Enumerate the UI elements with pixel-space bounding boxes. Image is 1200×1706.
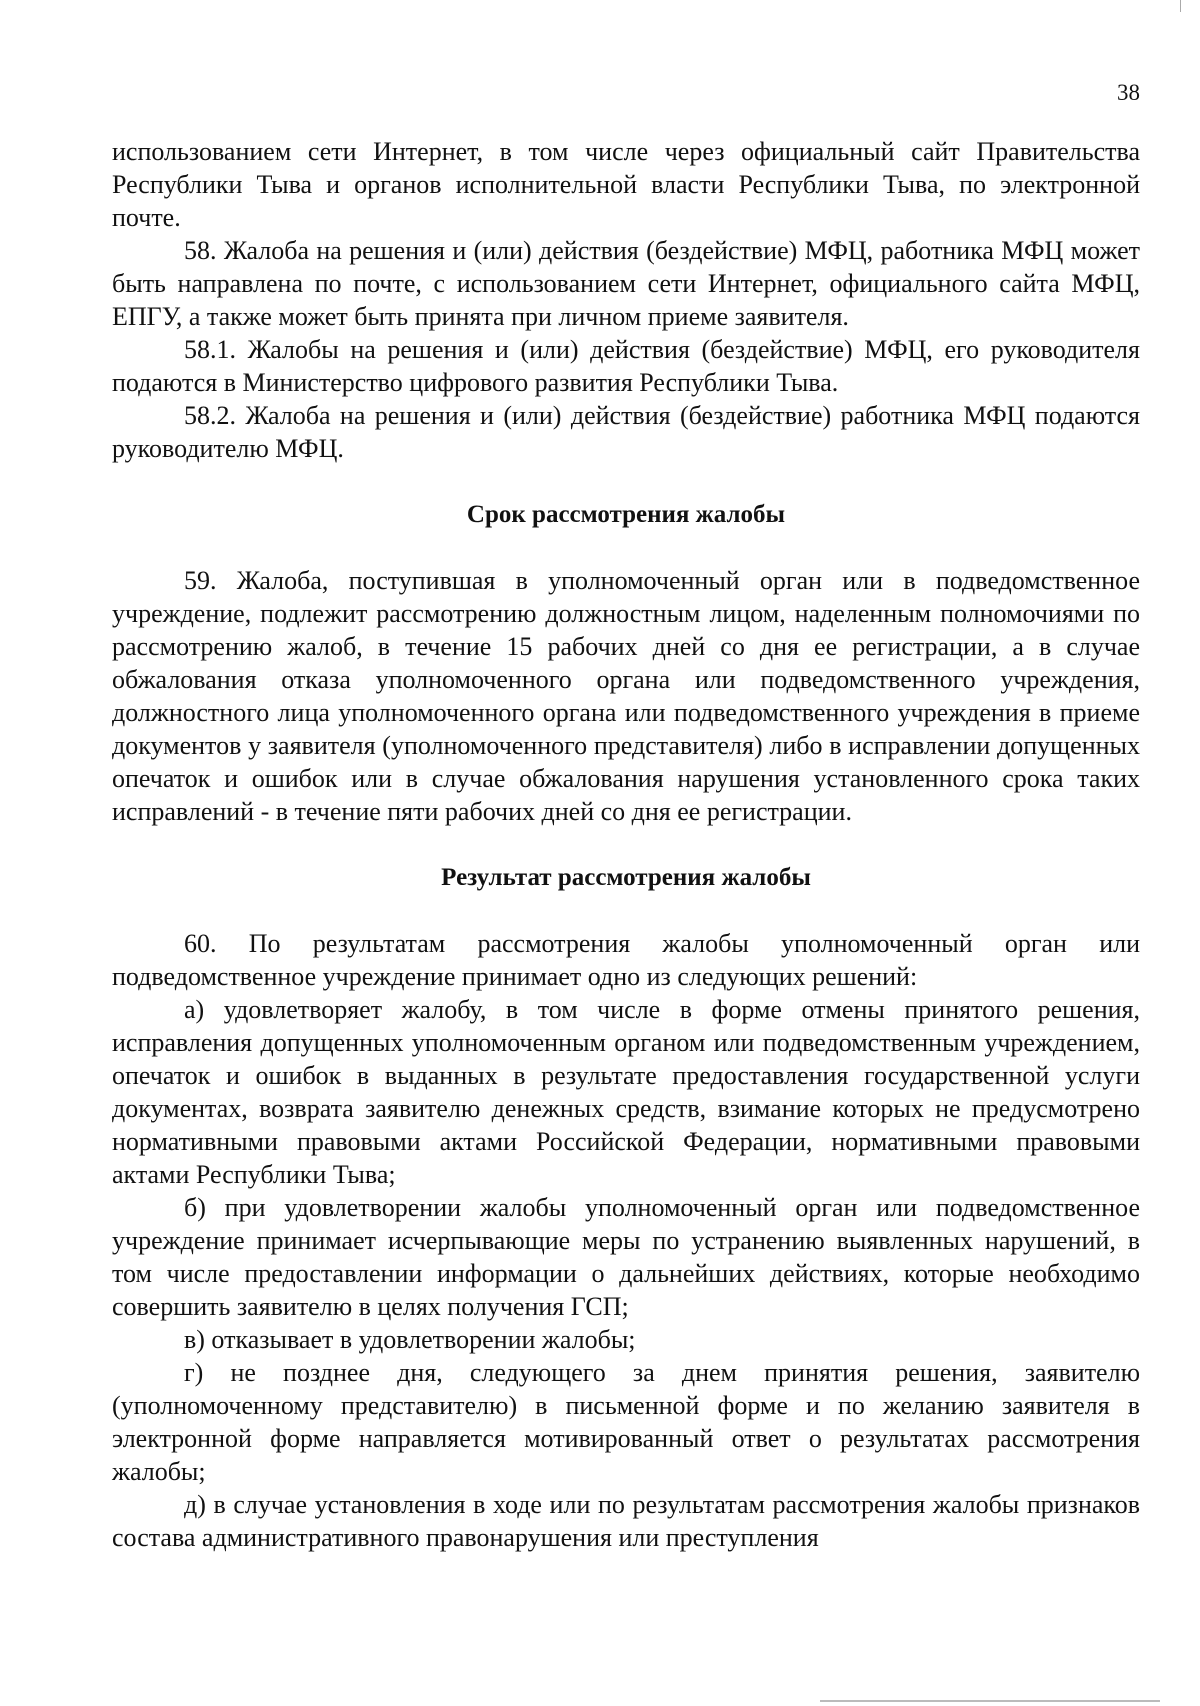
paragraph-58-1: 58.1. Жалобы на решения и (или) действия (бездействие) МФЦ, его руководителя подаются в Министерство цифрового развития Республики Тыва. (112, 335, 1140, 397)
heading-complaint-result: Результат рассмотрения жалобы (441, 864, 811, 891)
paragraph-58-2: 58.2. Жалоба на решения и (или) действия (бездействие) работника МФЦ подаются руководителю МФЦ. (112, 401, 1140, 463)
document-body (112, 135, 1140, 1554)
paragraph-58: 58. Жалоба на решения и (или) действия (бездействие) МФЦ, работника МФЦ может быть направлена по почте, с использованием сети Интернет, официального сайта МФЦ, ЕПГУ, а также может быть принята при личном приеме заявителя. (112, 236, 1140, 331)
paragraph-59: 59. Жалоба, поступившая в уполномоченный орган или в подведомственное учреждение, подлежит рассмотрению должностным лицом, наделенным полномочиями по рассмотрению жалоб, в течение 15 рабочих дней со дня ее регистрации, а в случае обжалования отказа уполномоченного органа или подведомственного учреждения, должностного лица уполномоченного органа или подведомственного учреждения в приеме документов у заявителя (уполномоченного представителя) либо в исправлении допущенных опечаток и ошибок или в случае обжалования нарушения установленного срока таких исправлений - в течение пяти рабочих дней со дня ее регистрации. (112, 566, 1140, 826)
paragraph-60-b: б) при удовлетворении жалобы уполномоченный орган или подведомственное учреждение принимает исчерпывающие меры по устранению выявленных нарушений, в том числе предоставлении информации о дальнейших действиях, которые необходимо совершить заявителю в целях получения ГСП; (112, 1193, 1140, 1321)
paragraph-60-g: г) не позднее дня, следующего за днем принятия решения, заявителю (уполномоченному представителю) в письменной форме и по желанию заявителя в электронной форме направляется мотивированный ответ о результатах рассмотрения жалобы; (112, 1358, 1140, 1486)
heading-complaint-term: Срок рассмотрения жалобы (466, 501, 786, 528)
paragraph-continuation: использованием сети Интернет, в том числе через официальный сайт Правительства Республики Тыва и органов исполнительной власти Республики Тыва, по электронной почте. (112, 137, 1140, 232)
scan-margin-mark (1180, 0, 1181, 12)
page-number: 38 (1117, 80, 1140, 105)
scan-bottom-edge (820, 1700, 1160, 1702)
paragraph-60-v: в) отказывает в удовлетворении жалобы; (184, 1325, 636, 1354)
paragraph-60-d: д) в случае установления в ходе или по результатам рассмотрения жалобы признаков состава административного правонарушения или преступления (112, 1490, 1140, 1552)
paragraph-60-a: а) удовлетворяет жалобу, в том числе в форме отмены принятого решения, исправления допущенных уполномоченным органом или подведомственным учреждением, опечаток и ошибок в выданных в результате предоставления государственной услуги документах, возврата заявителю денежных средств, взимание которых не предусмотрено нормативными правовыми актами Российской Федерации, нормативными правовыми актами Республики Тыва; (112, 995, 1140, 1189)
paragraph-60: 60. По результатам рассмотрения жалобы уполномоченный орган или подведомственное учреждение принимает одно из следующих решений: (112, 929, 1140, 991)
